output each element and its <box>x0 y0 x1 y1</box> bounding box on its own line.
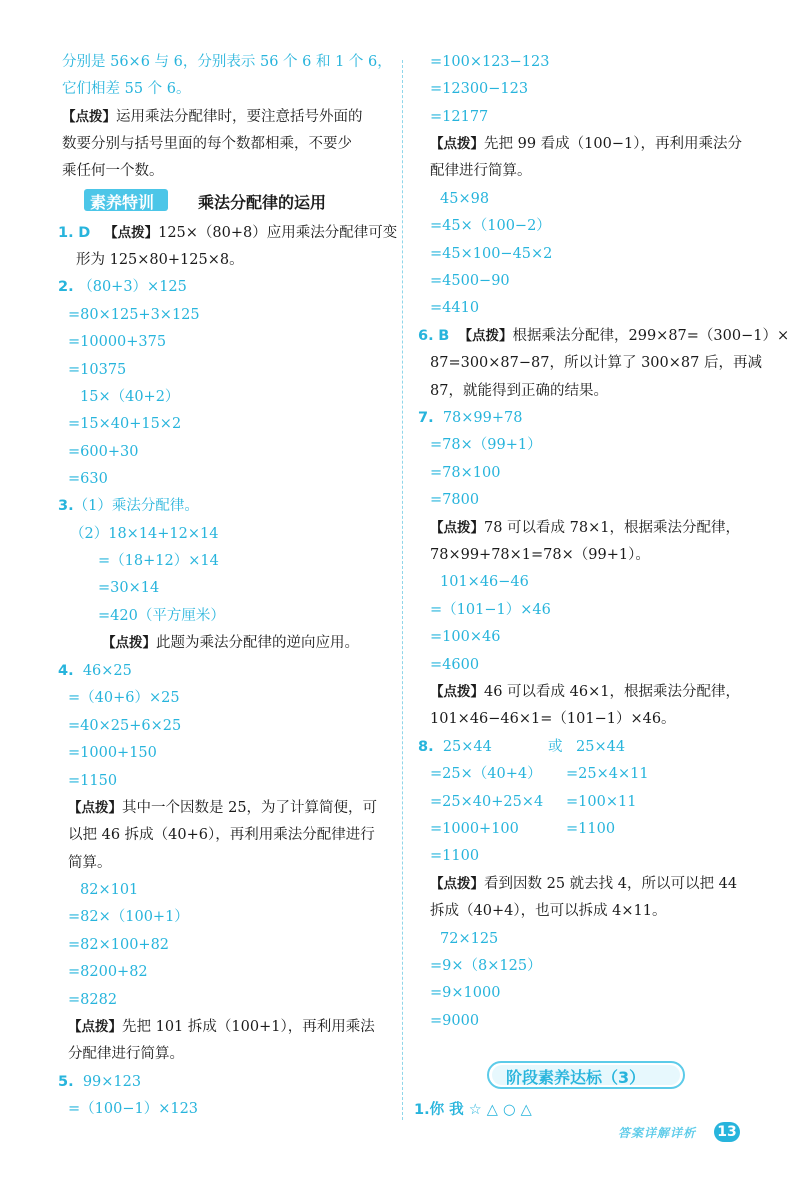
question-7 <box>418 408 522 428</box>
calc-line: =15×40+15×2 <box>68 416 182 432</box>
calc-line: =40×25+6×25 <box>68 718 182 734</box>
question-6 <box>418 326 789 346</box>
question-number: 2. <box>58 279 74 295</box>
calc-line: =1100 <box>430 848 480 864</box>
calc-line: （80+3）×125 <box>78 279 187 295</box>
answer-text: （1）乘法分配律。 <box>73 498 199 514</box>
calc-line: =4600 <box>430 657 480 673</box>
text-line: 简算。 <box>68 855 112 871</box>
calc-line: 99×123 <box>82 1074 142 1090</box>
calc-line: 78×99+78 <box>442 410 523 426</box>
page-number: 13 <box>714 1122 740 1142</box>
calc-line: 82×101 <box>80 882 139 898</box>
section-tag: 素养特训 <box>90 193 155 212</box>
calc-line: =80×125+3×125 <box>68 307 200 323</box>
calc-line: （2）18×14+12×14 <box>70 526 219 542</box>
calc-line: =100×123−123 <box>430 54 550 70</box>
hint-text: 根据乘法分配律，299×87=（300−1）× <box>512 328 790 344</box>
hint-tag: 【点拨】 <box>68 800 122 816</box>
answer-choice: B <box>438 328 450 344</box>
question-2 <box>58 277 187 297</box>
calc-line: =12177 <box>430 109 489 125</box>
calc-line: =9000 <box>430 1013 480 1029</box>
hint-line <box>430 682 740 702</box>
calc-line: =78×100 <box>430 465 501 481</box>
calc-line: =25×4×11 <box>566 766 649 782</box>
hint-text: 78 可以看成 78×1，根据乘法分配律， <box>484 520 740 536</box>
calc-line: 46×25 <box>82 663 132 679</box>
hint-line <box>68 798 377 818</box>
section-title: 乘法分配律的运用 <box>198 193 327 212</box>
hint-line <box>102 633 359 653</box>
question-5 <box>58 1072 141 1092</box>
stage-question-1 <box>414 1100 532 1120</box>
text-line: 配律进行简算。 <box>430 163 532 179</box>
text-line: 87=300×87−87，所以计算了 300×87 后，再减 <box>430 355 762 371</box>
calc-line: =1150 <box>68 773 118 789</box>
question-3 <box>58 496 199 516</box>
hint-line <box>68 1017 375 1037</box>
calc-line: =（18+12）×14 <box>98 553 219 569</box>
question-1 <box>58 223 397 243</box>
footer-label: 答案详解详析 <box>618 1126 697 1140</box>
hint-line <box>430 134 742 154</box>
calc-line: =82×100+82 <box>68 937 170 953</box>
question-8 <box>418 737 492 757</box>
text-line: 它们相差 55 个 6。 <box>62 81 191 97</box>
answer-choice: D <box>78 225 91 241</box>
calc-line: =100×46 <box>430 629 501 645</box>
calc-line: =（100−1）×123 <box>68 1101 199 1117</box>
calc-line: =420（平方厘米） <box>98 608 225 624</box>
calc-line: =9×1000 <box>430 985 501 1001</box>
hint-tag: 【点拨】 <box>430 520 484 536</box>
hint-text: 先把 101 拆成（100+1），再利用乘法 <box>122 1019 375 1035</box>
hint-line <box>430 518 740 538</box>
hint-text: 此题为乘法分配律的逆向应用。 <box>156 635 359 651</box>
calc-line: =45×100−45×2 <box>430 246 553 262</box>
question-number: 5. <box>58 1074 74 1090</box>
calc-line: 101×46−46 <box>440 574 529 590</box>
or-label: 或 <box>548 739 563 755</box>
calc-line: =4500−90 <box>430 273 510 289</box>
calc-line: 45×98 <box>440 191 490 207</box>
calc-line: =8200+82 <box>68 964 148 980</box>
question-number: 1. <box>414 1102 430 1118</box>
text-line: 以把 46 拆成（40+6），再利用乘法分配律进行 <box>68 827 375 843</box>
text-line: 87，就能得到正确的结果。 <box>430 383 608 399</box>
calc-line: =12300−123 <box>430 81 529 97</box>
hint-tag: 【点拨】 <box>68 1019 122 1035</box>
text-line: 分配律进行简算。 <box>68 1046 184 1062</box>
hint-tag: 【点拨】 <box>430 136 484 152</box>
calc-line: 25×44 <box>442 739 492 755</box>
stage-title: 阶段素养达标（3） <box>506 1068 646 1087</box>
text-line: 乘任何一个数。 <box>62 163 164 179</box>
calc-line: =100×11 <box>566 794 637 810</box>
calc-line: 25×44 <box>576 739 626 755</box>
calc-line: =（40+6）×25 <box>68 690 180 706</box>
hint-tag: 【点拨】 <box>62 109 116 125</box>
text-line: 数要分别与括号里面的每个数都相乘，不要少 <box>62 136 352 152</box>
hint-text: 其中一个因数是 25，为了计算简便，可 <box>122 800 378 816</box>
question-number: 4. <box>58 663 74 679</box>
calc-line: =45×（100−2） <box>430 218 551 234</box>
calc-line: 72×125 <box>440 931 499 947</box>
question-number: 7. <box>418 410 434 426</box>
hint-tag: 【点拨】 <box>104 225 159 241</box>
calc-line: =7800 <box>430 492 480 508</box>
hint-text: 125×（80+8）应用乘法分配律可变 <box>158 225 398 241</box>
calc-line: =1100 <box>566 821 616 837</box>
answer-text: 你 我 ☆ △ ○ △ <box>429 1102 532 1118</box>
text-line: 拆成（40+4），也可以拆成 4×11。 <box>430 903 667 919</box>
column-divider <box>402 60 403 1120</box>
calc-line: =1000+150 <box>68 745 157 761</box>
hint-tag: 【点拨】 <box>102 635 156 651</box>
calc-line: =10000+375 <box>68 334 167 350</box>
hint-text: 运用乘法分配律时，要注意括号外面的 <box>116 109 363 125</box>
question-number: 1. <box>58 225 74 241</box>
calc-line: =600+30 <box>68 444 139 460</box>
question-number: 8. <box>418 739 434 755</box>
calc-line: =8282 <box>68 992 118 1008</box>
calc-line: =25×40+25×4 <box>430 794 544 810</box>
hint-text: 46 可以看成 46×1，根据乘法分配律， <box>484 684 740 700</box>
hint-line <box>62 107 363 127</box>
calc-line: =1000+100 <box>430 821 519 837</box>
text-line: 形为 125×80+125×8。 <box>76 252 244 268</box>
calc-line: =78×（99+1） <box>430 437 542 453</box>
calc-line: =30×14 <box>98 580 160 596</box>
question-4 <box>58 661 132 681</box>
hint-tag: 【点拨】 <box>430 684 484 700</box>
hint-line <box>430 874 737 894</box>
calc-line: 15×（40+2） <box>80 389 180 405</box>
hint-text: 看到因数 25 就去找 4，所以可以把 44 <box>484 876 738 892</box>
hint-tag: 【点拨】 <box>458 328 513 344</box>
hint-tag: 【点拨】 <box>430 876 484 892</box>
calc-line: =（101−1）×46 <box>430 602 551 618</box>
calc-line: =9×（8×125） <box>430 958 542 974</box>
hint-text: 先把 99 看成（100−1），再利用乘法分 <box>484 136 742 152</box>
calc-line: =4410 <box>430 300 480 316</box>
calc-line: =82×（100+1） <box>68 909 189 925</box>
text-line: 78×99+78×1=78×（99+1）。 <box>430 547 650 563</box>
calc-line: =630 <box>68 471 108 487</box>
calc-line: =10375 <box>68 362 127 378</box>
question-number: 3. <box>58 498 74 514</box>
question-number: 6. <box>418 328 434 344</box>
calc-line: =25×（40+4） <box>430 766 542 782</box>
text-line: 101×46−46×1=（101−1）×46。 <box>430 711 676 727</box>
text-line: 分别是 56×6 与 6，分别表示 56 个 6 和 1 个 6， <box>62 54 392 70</box>
